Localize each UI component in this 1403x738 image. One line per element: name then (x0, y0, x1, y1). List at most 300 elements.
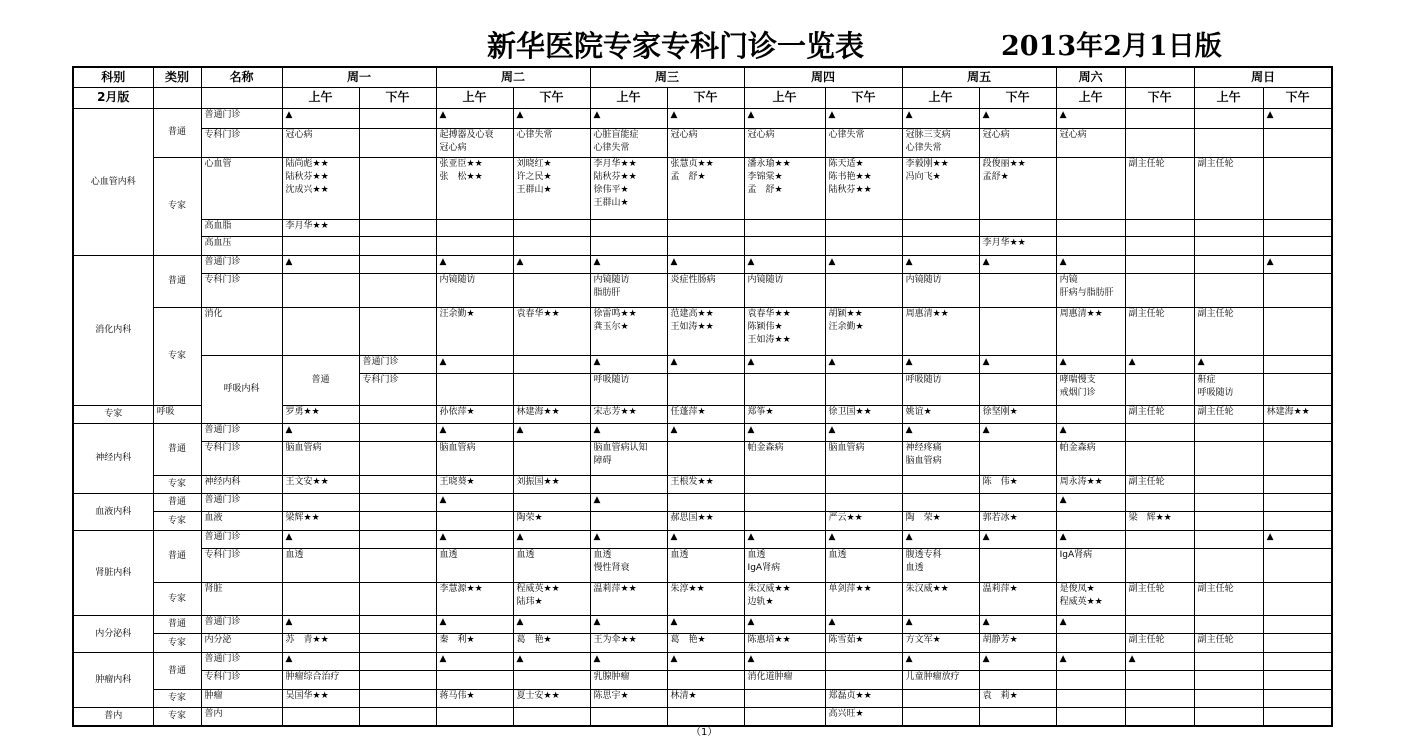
schedule-cell (436, 274, 513, 308)
header-pm: 下午 (513, 87, 590, 108)
schedule-cell (282, 671, 359, 690)
triangle-icon: ▲ (747, 532, 755, 543)
schedule-cell (1125, 308, 1194, 356)
department-cell: 普内 (73, 708, 153, 726)
clinic-name-cell: 神经内科 (201, 475, 282, 493)
triangle-icon: ▲ (1266, 257, 1274, 268)
table-row (73, 274, 1332, 308)
schedule-cell (359, 442, 436, 476)
doctor-entry: 宋志芳★★ (593, 406, 637, 417)
schedule-cell (744, 308, 825, 356)
triangle-icon: ▲ (285, 257, 293, 268)
triangle-icon: ▲ (828, 357, 836, 368)
clinic-open-marker (667, 531, 744, 549)
schedule-cell (979, 708, 1056, 726)
triangle-icon: ▲ (285, 654, 293, 665)
doctor-entry: 内镜随访 (747, 275, 784, 286)
clinic-name-cell: 专科门诊 (201, 442, 282, 476)
doctor-entry: 王群山★ (516, 184, 552, 195)
schedule-cell (282, 583, 359, 616)
schedule-cell (359, 108, 436, 128)
schedule-cell (1125, 220, 1194, 237)
schedule-cell (667, 475, 744, 493)
schedule-cell (513, 220, 590, 237)
schedule-cell (1125, 274, 1194, 308)
doctor-entry: 蒋马伟★ (439, 691, 475, 702)
doctor-entry: 消化道肿瘤 (747, 672, 793, 683)
table-row (73, 356, 1332, 374)
clinic-open-marker (1125, 356, 1194, 374)
clinic-name-cell: 普通门诊 (201, 108, 282, 128)
triangle-icon: ▲ (439, 494, 447, 505)
clinic-open-marker (282, 108, 359, 128)
doctor-entry: 边轨★ (747, 597, 774, 608)
schedule-cell (744, 549, 825, 583)
schedule-cell (590, 671, 667, 690)
table-row (73, 493, 1332, 511)
schedule-cell (902, 671, 979, 690)
clinic-open-marker (825, 256, 902, 274)
doctor-entry: 帕金森病 (747, 443, 784, 453)
schedule-cell (825, 405, 902, 423)
clinic-open-marker (744, 615, 825, 633)
doctor-entry: 郑筝★ (747, 406, 774, 417)
schedule-cell (1125, 256, 1194, 274)
table-row (73, 308, 1332, 356)
schedule-cell (359, 549, 436, 583)
clinic-open-marker (436, 615, 513, 633)
triangle-icon: ▲ (1059, 424, 1067, 435)
doctor-entry: 龚玉尔★ (593, 322, 629, 333)
doctor-entry: 朱汉威★★ (747, 584, 791, 595)
schedule-cell (513, 708, 590, 726)
doctor-entry: 梁 辉★★ (1128, 513, 1172, 524)
clinic-open-marker (667, 423, 744, 441)
doctor-entry: 王如涛★★ (670, 322, 714, 333)
clinic-open-marker (744, 423, 825, 441)
category-cell: 专家 (153, 634, 201, 653)
doctor-entry: 心律失常 (905, 143, 942, 154)
schedule-cell (902, 308, 979, 356)
schedule-cell (590, 512, 667, 531)
clinic-open-marker (825, 615, 902, 633)
schedule-cell (667, 308, 744, 356)
schedule-cell (1056, 157, 1125, 220)
schedule-cell (282, 708, 359, 726)
schedule-cell (1056, 405, 1125, 423)
category-cell: 专家 (153, 157, 201, 256)
triangle-icon: ▲ (905, 257, 913, 268)
schedule-cell (1056, 220, 1125, 237)
schedule-cell (282, 274, 359, 308)
doctor-entry: 林建海★★ (516, 406, 560, 417)
table-row (73, 442, 1332, 476)
triangle-icon: ▲ (747, 257, 755, 268)
clinic-open-marker (513, 531, 590, 549)
schedule-cell (359, 129, 436, 158)
schedule-cell (282, 634, 359, 653)
clinic-open-marker (979, 256, 1056, 274)
schedule-cell (1263, 708, 1332, 726)
doctor-entry: 起搏器及心衰 (439, 130, 494, 141)
doctor-entry: 鼾症 (1197, 375, 1216, 386)
doctor-entry: 内镜 (1059, 275, 1078, 286)
doctor-entry: 心律失常 (828, 130, 865, 141)
triangle-icon: ▲ (828, 257, 836, 268)
doctor-entry: 葛 艳★ (670, 635, 706, 646)
clinic-open-marker (744, 108, 825, 128)
doctor-entry: 段俊丽★★ (982, 158, 1026, 169)
triangle-icon: ▲ (747, 654, 755, 665)
clinic-name-cell: 普通门诊 (201, 256, 282, 274)
clinic-name-cell: 专科门诊 (359, 374, 436, 406)
schedule-cell (436, 512, 513, 531)
schedule-cell (1125, 442, 1194, 476)
doctor-entry: 血透 (285, 550, 304, 561)
triangle-icon: ▲ (439, 109, 447, 120)
schedule-cell (1125, 108, 1194, 128)
header-blank (201, 87, 282, 108)
schedule-cell (359, 634, 436, 653)
clinic-open-marker (902, 356, 979, 374)
clinic-open-marker (513, 256, 590, 274)
clinic-open-marker (825, 108, 902, 128)
schedule-cell (436, 237, 513, 256)
schedule-cell (825, 512, 902, 531)
schedule-cell (1125, 374, 1194, 406)
schedule-cell (590, 374, 667, 406)
schedule-cell (1125, 157, 1194, 220)
doctor-entry: 陈颖伟★ (747, 322, 783, 333)
schedule-cell (979, 374, 1056, 406)
schedule-cell (744, 405, 825, 423)
doctor-entry: 陶荣★ (516, 513, 543, 524)
schedule-cell (979, 549, 1056, 583)
schedule-cell (1263, 423, 1332, 441)
schedule-cell (590, 157, 667, 220)
table-row (73, 615, 1332, 633)
schedule-cell (1263, 374, 1332, 406)
schedule-cell (436, 634, 513, 653)
triangle-icon: ▲ (828, 532, 836, 543)
doctor-entry: 陈 伟★ (982, 476, 1018, 487)
schedule-cell (1263, 157, 1332, 220)
triangle-icon: ▲ (982, 616, 990, 627)
clinic-open-marker (436, 108, 513, 128)
table-row (73, 157, 1332, 220)
doctor-entry: 陆秋芬★★ (828, 184, 872, 195)
schedule-cell (436, 308, 513, 356)
schedule-cell (513, 405, 590, 423)
schedule-cell (359, 308, 436, 356)
clinic-open-marker (282, 653, 359, 671)
triangle-icon: ▲ (593, 357, 601, 368)
doctor-entry: 徐坚刚★ (982, 406, 1018, 417)
schedule-cell (1263, 690, 1332, 708)
schedule-cell (979, 442, 1056, 476)
doctor-entry: 副主任轮 (1197, 584, 1234, 595)
table-row (73, 671, 1332, 690)
table-row (73, 549, 1332, 583)
doctor-entry: 陈惠培★★ (747, 635, 791, 646)
doctor-entry: IgA肾病 (747, 563, 781, 574)
clinic-open-marker (436, 423, 513, 441)
triangle-icon: ▲ (982, 109, 990, 120)
schedule-cell (513, 374, 590, 406)
schedule-cell (1056, 634, 1125, 653)
schedule-cell (359, 256, 436, 274)
department-cell: 心血管内科 (73, 108, 153, 255)
doctor-entry: 任蓬萍★ (670, 406, 706, 417)
category-cell: 专家 (73, 405, 153, 423)
table-row (73, 256, 1332, 274)
clinic-open-marker (902, 531, 979, 549)
schedule-cell (902, 157, 979, 220)
doctor-entry: 脑血管病 (828, 443, 865, 453)
doctor-entry: 腹透专科 (905, 550, 942, 561)
schedule-cell (513, 583, 590, 616)
schedule-cell (590, 634, 667, 653)
schedule-cell (513, 634, 590, 653)
doctor-entry: 孙依萍★ (439, 406, 475, 417)
doctor-entry: 夏士安★★ (516, 691, 560, 702)
doctor-entry: 冠心病 (1059, 130, 1087, 141)
doctor-entry: 王晓葵★ (439, 476, 475, 487)
clinic-open-marker (282, 531, 359, 549)
doctor-entry: 孟 舒★ (747, 184, 783, 195)
schedule-cell (744, 220, 825, 237)
schedule-cell (436, 708, 513, 726)
doctor-entry: 副主任轮 (1128, 309, 1165, 320)
schedule-cell (744, 512, 825, 531)
triangle-icon: ▲ (593, 532, 601, 543)
schedule-cell (667, 583, 744, 616)
department-cell: 神经内科 (73, 423, 153, 493)
doctor-entry: 陈书艳★★ (828, 171, 872, 182)
doctor-entry: 朱汉威★★ (905, 584, 949, 595)
schedule-cell (979, 129, 1056, 158)
header-am: 上午 (1056, 87, 1125, 108)
schedule-cell (667, 405, 744, 423)
clinic-open-marker (979, 615, 1056, 633)
triangle-icon: ▲ (439, 424, 447, 435)
doctor-entry: 汪余勤★ (828, 322, 864, 333)
doctor-entry: 许之民★ (516, 171, 552, 182)
doctor-entry: 潘永瑜★★ (747, 158, 791, 169)
schedule-table (72, 66, 1333, 727)
doctor-entry: 陈天适★ (828, 158, 864, 169)
header-am: 上午 (590, 87, 667, 108)
triangle-icon: ▲ (516, 654, 524, 665)
doctor-entry: 徐雷鸣★★ (593, 309, 637, 320)
doctor-entry: 汪余勤★ (439, 309, 475, 320)
triangle-icon: ▲ (1266, 109, 1274, 120)
triangle-icon: ▲ (593, 109, 601, 120)
schedule-cell (513, 512, 590, 531)
table-row (73, 583, 1332, 616)
department-cell: 血液内科 (73, 493, 153, 530)
clinic-name-cell: 普通门诊 (201, 615, 282, 633)
schedule-cell (1263, 549, 1332, 583)
schedule-cell (282, 220, 359, 237)
department-cell: 肾脏内科 (73, 531, 153, 616)
clinic-open-marker (667, 615, 744, 633)
category-cell: 普通 (153, 615, 201, 633)
doctor-entry: 心脏盲能症 (593, 130, 639, 141)
doctor-entry: 方文军★ (905, 635, 941, 646)
clinic-open-marker (667, 356, 744, 374)
clinic-open-marker (1263, 256, 1332, 274)
schedule-cell (1125, 129, 1194, 158)
category-cell: 普通 (153, 531, 201, 583)
schedule-cell (979, 583, 1056, 616)
schedule-cell (1194, 549, 1263, 583)
doctor-entry: 冠脉三支病 (905, 130, 951, 141)
schedule-cell (282, 690, 359, 708)
triangle-icon: ▲ (982, 532, 990, 543)
clinic-name-cell: 内分泌 (201, 634, 282, 653)
clinic-open-marker (513, 653, 590, 671)
schedule-cell (359, 690, 436, 708)
clinic-name-cell: 普通门诊 (359, 356, 436, 374)
schedule-cell (902, 708, 979, 726)
schedule-cell (436, 220, 513, 237)
triangle-icon: ▲ (1197, 357, 1205, 368)
schedule-cell (667, 493, 744, 511)
doctor-entry: 袁 莉★ (982, 691, 1018, 702)
triangle-icon: ▲ (593, 616, 601, 627)
triangle-icon: ▲ (747, 357, 755, 368)
schedule-cell (1125, 615, 1194, 633)
triangle-icon: ▲ (670, 616, 678, 627)
doctor-entry: 姚谊★ (905, 406, 932, 417)
triangle-icon: ▲ (982, 257, 990, 268)
schedule-cell (513, 442, 590, 476)
category-cell: 普通 (153, 423, 201, 475)
header-dept: 科别 (73, 67, 153, 87)
clinic-open-marker (590, 653, 667, 671)
schedule-cell (513, 493, 590, 511)
triangle-icon: ▲ (905, 109, 913, 120)
clinic-open-marker (902, 423, 979, 441)
clinic-open-marker (744, 256, 825, 274)
schedule-cell (902, 690, 979, 708)
schedule-cell (436, 374, 513, 406)
clinic-open-marker (513, 615, 590, 633)
schedule-cell (1194, 423, 1263, 441)
schedule-cell (825, 157, 902, 220)
clinic-open-marker (436, 356, 513, 374)
doctor-entry: 副主任轮 (1197, 406, 1234, 417)
doctor-entry: 李月华★★ (285, 221, 329, 232)
schedule-cell (436, 690, 513, 708)
doctor-entry: 血透 (516, 550, 535, 561)
doctor-entry: 血透 (747, 550, 766, 561)
triangle-icon: ▲ (670, 654, 678, 665)
clinic-open-marker (825, 423, 902, 441)
doctor-entry: 范建高★★ (670, 309, 714, 320)
schedule-cell (825, 671, 902, 690)
schedule-cell (359, 237, 436, 256)
clinic-open-marker (744, 531, 825, 549)
triangle-icon: ▲ (1059, 109, 1067, 120)
table-row (73, 423, 1332, 441)
triangle-icon: ▲ (1059, 257, 1067, 268)
schedule-cell (902, 405, 979, 423)
schedule-cell (1194, 512, 1263, 531)
schedule-cell (744, 475, 825, 493)
doctor-entry: 慢性肾衰 (593, 563, 630, 574)
schedule-cell (825, 493, 902, 511)
schedule-cell (902, 634, 979, 653)
schedule-cell (1263, 220, 1332, 237)
schedule-cell (1263, 493, 1332, 511)
doctor-entry: 高兴旺★ (828, 709, 864, 720)
schedule-cell (1263, 405, 1332, 423)
schedule-cell (902, 374, 979, 406)
schedule-cell (825, 634, 902, 653)
header-am: 上午 (1194, 87, 1263, 108)
clinic-name-cell: 专科门诊 (201, 549, 282, 583)
schedule-cell (902, 442, 979, 476)
schedule-cell (1194, 405, 1263, 423)
schedule-cell (1056, 671, 1125, 690)
schedule-cell (1125, 405, 1194, 423)
schedule-cell (513, 356, 590, 374)
clinic-open-marker (1125, 653, 1194, 671)
clinic-name-cell: 普通门诊 (201, 423, 282, 441)
schedule-cell (1263, 653, 1332, 671)
doctor-entry: 哮喘慢支 (1059, 375, 1096, 386)
doctor-entry: 冯向飞★ (905, 171, 941, 182)
triangle-icon: ▲ (439, 616, 447, 627)
clinic-open-marker (902, 615, 979, 633)
header-day-sat: 周六 (1056, 67, 1125, 87)
schedule-cell (1056, 475, 1125, 493)
clinic-open-marker (1056, 256, 1125, 274)
doctor-entry: 副主任轮 (1128, 476, 1165, 487)
clinic-name-cell: 高血脂 (201, 220, 282, 237)
header-day-thu: 周四 (744, 67, 902, 87)
doctor-entry: 乳腺肿瘤 (593, 672, 630, 683)
doctor-entry: 冠心病 (747, 130, 775, 141)
doctor-entry: 炎症性肠病 (670, 275, 716, 286)
schedule-cell (1056, 690, 1125, 708)
doctor-entry: 副主任轮 (1197, 635, 1234, 646)
clinic-open-marker (979, 108, 1056, 128)
schedule-cell (590, 220, 667, 237)
schedule-cell (1125, 708, 1194, 726)
doctor-entry: 刘振国★★ (516, 476, 560, 487)
schedule-cell (825, 549, 902, 583)
doctor-entry: 张亚臣★★ (439, 158, 483, 169)
doctor-entry: 血透 (905, 563, 924, 574)
header-pm: 下午 (667, 87, 744, 108)
doctor-entry: 郑磊贞★★ (828, 691, 872, 702)
triangle-icon: ▲ (905, 654, 913, 665)
doctor-entry: 程威英★★ (1059, 597, 1103, 608)
triangle-icon: ▲ (747, 616, 755, 627)
clinic-open-marker (979, 531, 1056, 549)
triangle-icon: ▲ (439, 257, 447, 268)
triangle-icon: ▲ (982, 357, 990, 368)
doctor-entry: 单剑萍★★ (828, 584, 872, 595)
doctor-entry: 脑血管病认知 (593, 443, 648, 453)
triangle-icon: ▲ (905, 616, 913, 627)
doctor-entry: 副主任轮 (1197, 309, 1234, 320)
doctor-entry: 严云★★ (828, 513, 863, 524)
doctor-entry: 郭若冰★ (982, 513, 1018, 524)
